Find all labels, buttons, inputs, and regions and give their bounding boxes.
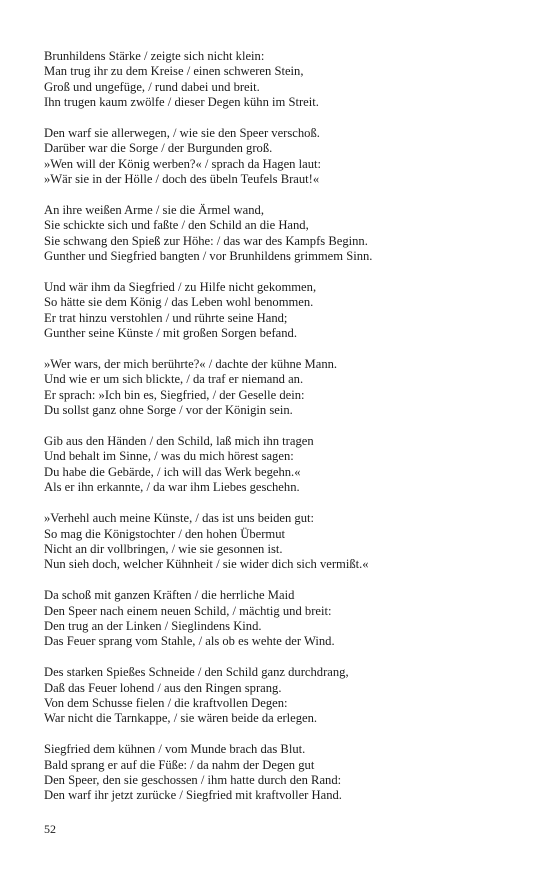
- poem-text: [44, 49, 524, 819]
- verse-line: Den warf ihr jetzt zurücke / Siegfried mit kraftvoller Hand.: [44, 788, 342, 803]
- stanza: [44, 203, 524, 265]
- verse-line: Gunther und Siegfried bangten / vor Brunhildens grimmem Sinn.: [44, 249, 373, 264]
- verse-line: Den Speer, den sie geschossen / ihm hatte durch den Rand:: [44, 772, 342, 787]
- verse-line: Nun sieh doch, welcher Kühnheit / sie wider dich sich vermißt.«: [44, 557, 369, 572]
- stanza: [44, 511, 524, 573]
- verse-line: Ihn trugen kaum zwölfe / dieser Degen kühn im Streit.: [44, 95, 319, 110]
- verse-line: Groß und ungefüge, / rund dabei und breit.: [44, 79, 260, 94]
- verse-line: Du sollst ganz ohne Sorge / vor der Königin sein.: [44, 403, 293, 418]
- verse-line: Brunhildens Stärke / zeigte sich nicht klein:: [44, 49, 265, 63]
- stanza: [44, 126, 524, 188]
- stanza: [44, 357, 524, 419]
- verse-line: »Verhehl auch meine Künste, / das ist uns beiden gut:: [44, 511, 315, 526]
- verse-line: Und behalt im Sinne, / was du mich hörest sagen:: [44, 449, 294, 464]
- verse-line: Sie schickte sich und faßte / den Schild an die Hand,: [44, 218, 309, 233]
- verse-line: Siegfried dem kühnen / vom Munde brach das Blut.: [44, 742, 306, 757]
- stanza: [44, 49, 524, 111]
- verse-line: »Wen will der König werben?« / sprach da Hagen laut:: [44, 156, 322, 171]
- verse-line: Da schoß mit ganzen Kräften / die herrliche Maid: [44, 588, 295, 603]
- verse-line: War nicht die Tarnkappe, / sie wären beide da erlegen.: [44, 711, 318, 726]
- verse-line: Nicht an dir vollbringen, / wie sie gesonnen ist.: [44, 541, 283, 556]
- verse-line: Des starken Spießes Schneide / den Schild ganz durchdrang,: [44, 665, 349, 680]
- verse-line: So hätte sie dem König / das Leben wohl benommen.: [44, 295, 314, 310]
- verse-line: Er trat hinzu verstohlen / und rührte seine Hand;: [44, 310, 288, 325]
- page-number: 52: [44, 822, 56, 836]
- stanza: [44, 665, 524, 727]
- verse-line: Gunther seine Künste / mit großen Sorgen befand.: [44, 326, 297, 341]
- verse-line: »Wär sie in der Hölle / doch des übeln Teufels Braut!«: [44, 172, 320, 187]
- verse-line: Den Speer nach einem neuen Schild, / mächtig und breit:: [44, 603, 332, 618]
- verse-line: Gib aus den Händen / den Schild, laß mich ihn tragen: [44, 434, 314, 449]
- verse-line: Daß das Feuer lohend / aus den Ringen sprang.: [44, 680, 282, 695]
- stanza: [44, 434, 524, 496]
- verse-line: Du habe die Gebärde, / ich will das Werk begehn.«: [44, 464, 301, 479]
- verse-line: Den trug an der Linken / Sieglindens Kind.: [44, 618, 262, 633]
- verse-line: So mag die Königstochter / den hohen Übermut: [44, 526, 285, 541]
- verse-line: Und wie er um sich blickte, / da traf er niemand an.: [44, 372, 304, 387]
- verse-line: Das Feuer sprang vom Stahle, / als ob es wehte der Wind.: [44, 634, 335, 649]
- verse-line: Bald sprang er auf die Füße: / da nahm der Degen gut: [44, 757, 315, 772]
- verse-line: An ihre weißen Arme / sie die Ärmel wand,: [44, 203, 264, 218]
- verse-line: Als er ihn erkannte, / da war ihm Liebes geschehn.: [44, 480, 300, 495]
- verse-line: Man trug ihr zu dem Kreise / einen schweren Stein,: [44, 64, 304, 79]
- stanza: [44, 742, 524, 804]
- verse-line: Darüber war die Sorge / der Burgunden groß.: [44, 141, 273, 156]
- verse-line: Und wär ihm da Siegfried / zu Hilfe nicht gekommen,: [44, 280, 317, 295]
- verse-line: Er sprach: »Ich bin es, Siegfried, / der Geselle dein:: [44, 387, 305, 402]
- verse-line: Den warf sie allerwegen, / wie sie den Speer verschoß.: [44, 126, 320, 141]
- stanza: [44, 280, 524, 342]
- stanza: [44, 588, 524, 650]
- verse-line: Von dem Schusse fielen / die kraftvollen Degen:: [44, 695, 288, 710]
- verse-line: »Wer wars, der mich berührte?« / dachte der kühne Mann.: [44, 357, 338, 372]
- verse-line: Sie schwang den Spieß zur Höhe: / das war des Kampfs Beginn.: [44, 233, 368, 248]
